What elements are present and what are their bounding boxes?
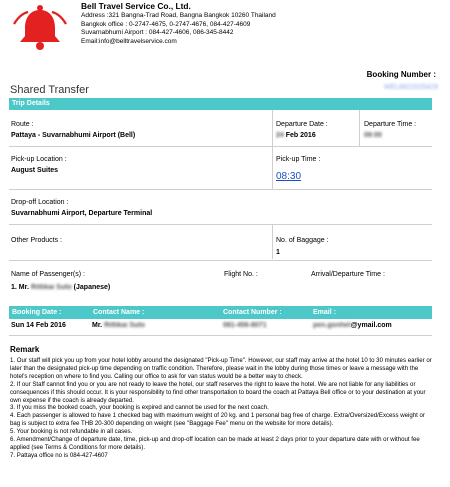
passenger-prefix: Mr.: [18, 284, 29, 291]
booking-date-label: Booking Date :: [12, 309, 62, 316]
departure-day-redacted: 24: [276, 132, 284, 139]
contact-name-value: [92, 322, 145, 329]
divider: [9, 146, 432, 147]
pickup-location-label: Pick-up Location :: [11, 156, 67, 163]
remark-title: Remark: [10, 345, 40, 354]
route-value: Pattaya - Suvarnabhumi Airport (Bell): [11, 132, 136, 139]
email-domain: @ymail.com: [350, 322, 392, 329]
passenger-index: 1.: [11, 284, 17, 291]
dropoff-location-value: Suvarnabhumi Airport, Departure Terminal: [11, 210, 153, 217]
remark-list: [10, 357, 432, 460]
booking-info-header: [9, 306, 432, 319]
email-user: pen.gonhet: [313, 322, 351, 329]
divider: [9, 224, 432, 225]
booking-number-label: Booking Number :: [366, 70, 436, 79]
company-header: [0, 0, 450, 58]
company-info: [81, 1, 441, 46]
bell-logo-icon: [10, 2, 72, 54]
remark-item: 1. Our staff will pick you up from your hotel lobby around the designated "Pick-up Time". However, our staff may arrive at the hotel 10 to 30 minutes earlier or later than the designated pick-up time depending on traffic condition. Therefore, please wait in the lobby during those times or leave a message with the hotel's reception on where to find you. Calling our office to ask for van status would be a better way to check.: [10, 357, 432, 380]
passenger-name-label: Name of Passenger(s) :: [11, 271, 85, 278]
remark-item: 7. Pattaya office no is 084-427-4607: [10, 451, 108, 459]
company-email: Email:info@belltravelservice.com: [81, 37, 177, 45]
pickup-location-value: August Suites: [11, 167, 59, 174]
column-divider: [359, 110, 360, 147]
divider: [9, 335, 432, 336]
remark-item: 3. If you miss the booked coach, your booking is expired and cannot be used for the next coach.: [10, 404, 269, 412]
departure-date-value: [276, 132, 316, 139]
contact-name-label: Contact Name :: [93, 309, 145, 316]
column-divider: [272, 225, 273, 259]
departure-date-label: Departure Date :: [276, 121, 328, 128]
pickup-time-label: Pick-up Time :: [276, 156, 321, 163]
company-name: Bell Travel Service Co., Ltd.: [81, 1, 191, 11]
arrival-time-label: Arrival/Departure Time :: [311, 271, 385, 278]
passenger-name: Rittikai Suto: [30, 284, 72, 291]
departure-time-value: 09:00: [364, 132, 382, 139]
remark-item: 2. If our Staff cannot find you or you are not ready to leave the hotel, our staff reserves the right to leave the hotel. We are not liable for any liabilities or consequences if this should occur. It is your responsibility to find other transportation to board the coach at Pattaya Bell office or to your destination at your own expense if the coach is already departed.: [10, 380, 426, 404]
other-products-label: Other Products :: [11, 237, 62, 244]
contact-name: Rittikai Suto: [104, 322, 145, 329]
company-airport: Suvarnabhumi Airport : 084-427-4606, 086-345-8442: [81, 29, 234, 37]
baggage-value: 1: [276, 249, 280, 256]
baggage-label: No. of Baggage :: [276, 237, 329, 244]
dropoff-location-label: Drop-off Location :: [11, 199, 69, 206]
booking-date-value: Sun 14 Feb 2016: [11, 322, 66, 329]
column-divider: [272, 110, 273, 147]
contact-prefix: Mr.: [92, 322, 103, 329]
passenger-row: [11, 284, 110, 291]
departure-time-label: Departure Time :: [364, 121, 417, 128]
contact-number-value: 081-456-8071: [223, 322, 267, 329]
trip-details-header: Trip Details: [9, 98, 432, 110]
departure-month-year: Feb 2016: [285, 132, 316, 139]
remark-item: 5. Your booking is not refundable in all cases.: [10, 428, 133, 436]
email-label: Email :: [313, 309, 336, 316]
divider: [9, 189, 432, 190]
remark-item: 6. Amendment/Change of departure date, time, pick-up and drop-off location can be made at least 2 days prior to your departure date with or without fee applied (see Terms & Conditions for more details).: [10, 436, 420, 451]
company-address: Address :321 Bangna-Trad Road, Bangna Bangkok 10260 Thailand: [81, 12, 276, 19]
booking-number-value: WEL6822025429: [383, 84, 438, 91]
passenger-nationality: (Japanese): [73, 284, 111, 291]
route-label: Route :: [11, 121, 34, 128]
email-value: [313, 322, 392, 329]
remark-item: 4. Each passenger is allowed to have 1 checked bag with maximum weight of 20 kg. and 1 personal bag free of charge. Extra/Oversized/Excess weight or bag is subject to extra fee THB 20-300 depending on weight (see "Baggage Fee" menu on the website for more details).: [10, 412, 425, 428]
divider: [9, 260, 432, 261]
pickup-time-link[interactable]: 08:30: [276, 171, 302, 182]
contact-number-label: Contact Number :: [223, 309, 282, 316]
flight-number-label: Flight No. :: [224, 271, 258, 278]
page-title: Shared Transfer: [10, 84, 89, 96]
company-bangkok-office: Bangkok office : 0-2747-4675, 0-2747-4676, 084-427-4609: [81, 20, 251, 28]
column-divider: [272, 147, 273, 189]
